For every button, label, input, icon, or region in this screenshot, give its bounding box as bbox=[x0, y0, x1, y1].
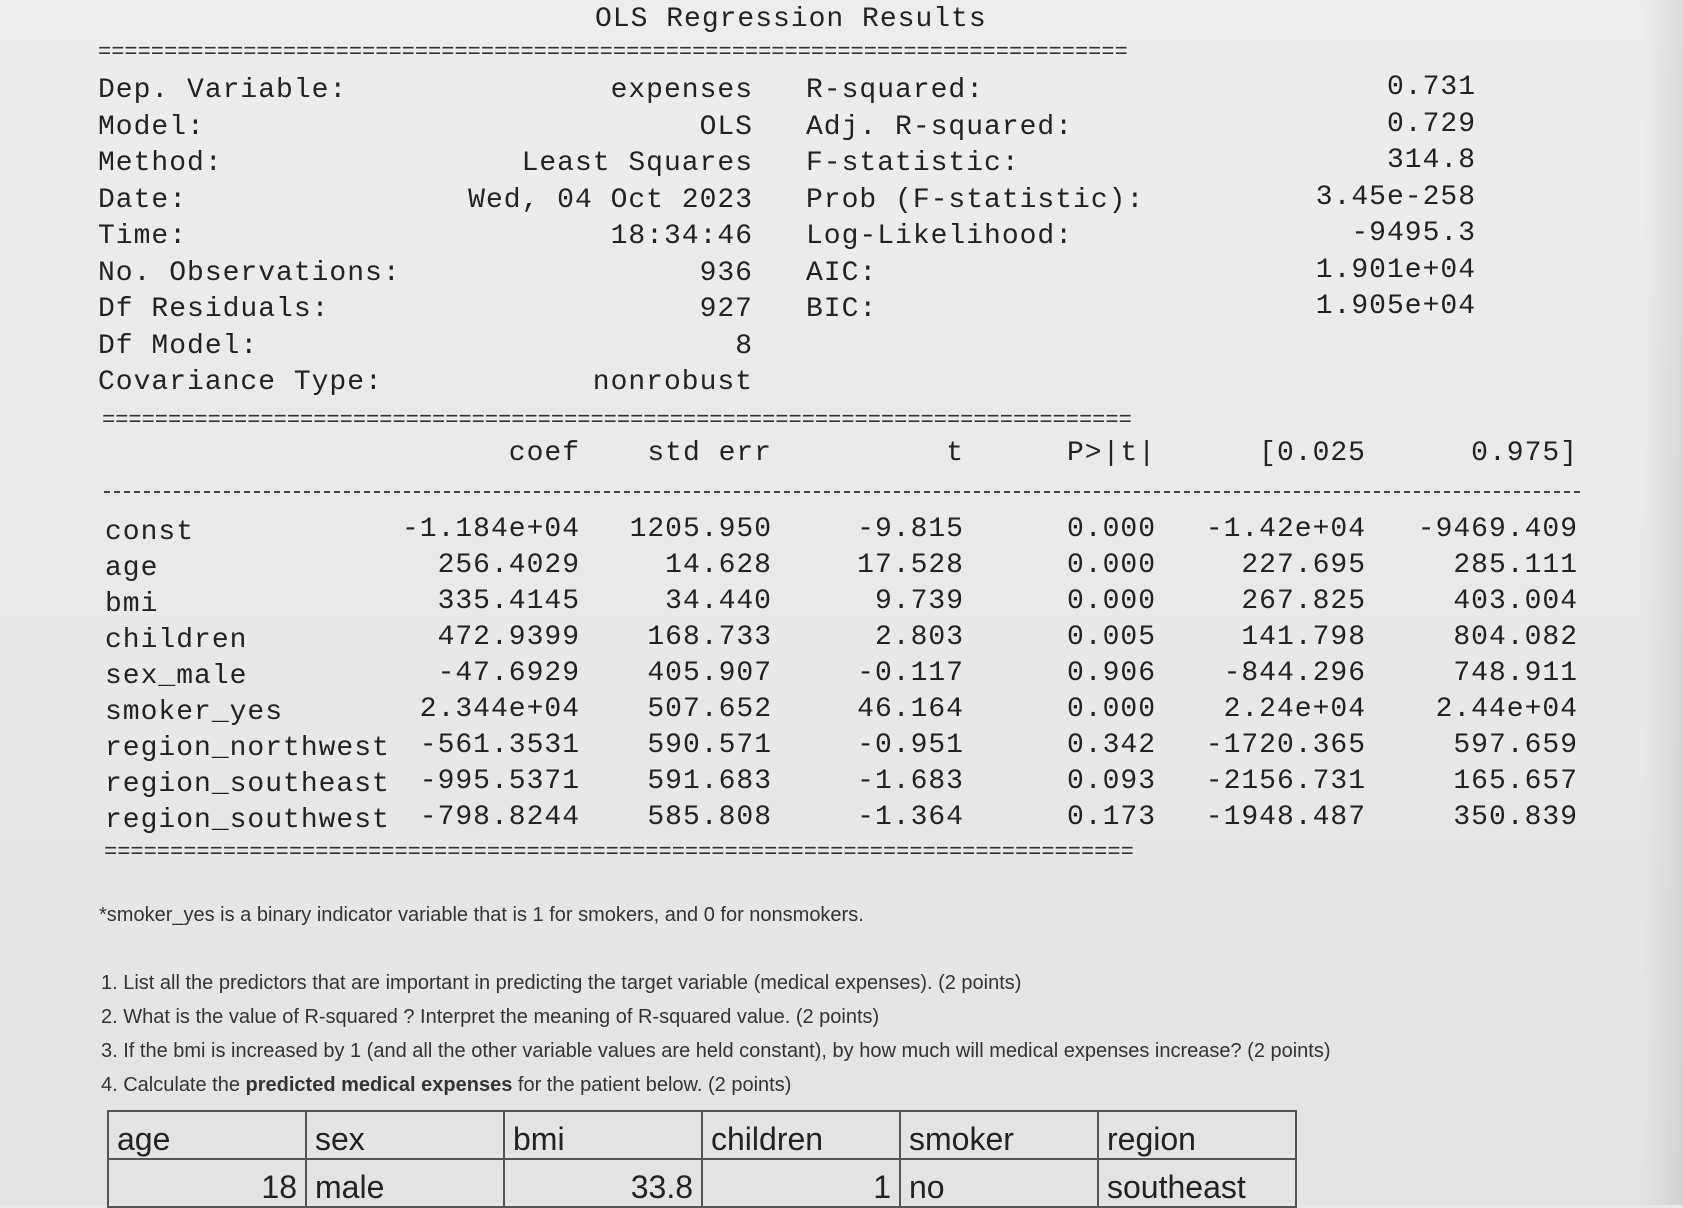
coef-header-cell: P>|t| bbox=[1066, 438, 1156, 469]
coef-cell: 0.906 bbox=[1066, 658, 1156, 689]
summary-right-label: BIC: bbox=[806, 294, 878, 325]
patient-value-row bbox=[108, 1159, 1296, 1207]
patient-header-smoker: smoker bbox=[900, 1111, 1098, 1159]
coef-cell: 0.005 bbox=[1066, 622, 1156, 653]
summary-right-label: R-squared: bbox=[806, 75, 985, 106]
coef-cell: -0.951 bbox=[857, 730, 964, 761]
coef-cell: -0.117 bbox=[857, 658, 964, 689]
coef-variable-name: const bbox=[105, 517, 195, 548]
coef-cell: 256.4029 bbox=[437, 550, 580, 581]
coef-cell: 0.173 bbox=[1066, 802, 1156, 833]
summary-right-label: AIC: bbox=[806, 258, 878, 289]
question-1: 1. List all the predictors that are important in predicting the target variable (medical expenses). (2 points) bbox=[101, 972, 1022, 994]
summary-left-label: Method: bbox=[98, 148, 223, 179]
coef-cell: -1.42e+04 bbox=[1205, 514, 1366, 545]
summary-left-value: 936 bbox=[699, 258, 753, 289]
patient-header-sex: sex bbox=[306, 1111, 504, 1159]
coef-cell: 165.657 bbox=[1453, 766, 1578, 797]
summary-right-value: 0.731 bbox=[1386, 72, 1476, 103]
coef-cell: 2.344e+04 bbox=[419, 694, 580, 725]
summary-right-value: 3.45e-258 bbox=[1315, 182, 1476, 213]
coef-variable-name: region_northwest bbox=[105, 733, 390, 764]
patient-value-bmi: 33.8 bbox=[504, 1159, 702, 1207]
summary-left-value: 8 bbox=[735, 331, 753, 362]
summary-right-label: Prob (F-statistic): bbox=[806, 185, 1145, 216]
summary-left-value: nonrobust bbox=[592, 367, 753, 398]
question-2: 2. What is the value of R-squared ? Interpret the meaning of R-squared value. (2 points) bbox=[101, 1006, 880, 1028]
summary-left-label: Model: bbox=[98, 112, 205, 143]
coef-cell: 2.24e+04 bbox=[1223, 694, 1366, 725]
coef-header-cell: coef bbox=[508, 438, 580, 469]
summary-right-value: 314.8 bbox=[1386, 145, 1476, 176]
coef-cell: 227.695 bbox=[1241, 550, 1366, 581]
patient-header-bmi: bmi bbox=[504, 1111, 702, 1159]
patient-value-smoker: no bbox=[900, 1159, 1098, 1207]
coef-cell: -1948.487 bbox=[1205, 802, 1366, 833]
coef-cell: 804.082 bbox=[1453, 622, 1578, 653]
coef-header-cell: 0.975] bbox=[1471, 438, 1578, 469]
coef-cell: 0.000 bbox=[1066, 694, 1156, 725]
coef-cell: 141.798 bbox=[1241, 622, 1366, 653]
patient-table bbox=[107, 1110, 1297, 1208]
question-4-post: for the patient below. (2 points) bbox=[512, 1074, 792, 1096]
patient-value-region: southeast bbox=[1098, 1159, 1296, 1207]
summary-left-value: 927 bbox=[699, 294, 753, 325]
coef-cell: 585.808 bbox=[647, 802, 772, 833]
coef-cell: 0.342 bbox=[1066, 730, 1156, 761]
coef-cell: -995.5371 bbox=[419, 766, 580, 797]
coef-cell: 403.004 bbox=[1453, 586, 1578, 617]
coef-cell: 0.000 bbox=[1066, 550, 1156, 581]
summary-left-label: Date: bbox=[98, 185, 188, 216]
coef-cell: -9469.409 bbox=[1417, 514, 1578, 545]
coef-cell: 34.440 bbox=[665, 586, 772, 617]
coef-cell: -1.364 bbox=[857, 802, 964, 833]
question-3: 3. If the bmi is increased by 1 (and all the other variable values are held constant), by how much will medical expenses increase? (2 points) bbox=[101, 1040, 1331, 1062]
page-shadow bbox=[1643, 0, 1683, 1205]
coef-cell: 335.4145 bbox=[437, 586, 580, 617]
summary-left-value: expenses bbox=[610, 75, 753, 106]
coef-cell: 285.111 bbox=[1453, 550, 1578, 581]
coef-header-cell: std err bbox=[647, 438, 772, 469]
coef-cell: -1720.365 bbox=[1205, 730, 1366, 761]
summary-right-value: 1.905e+04 bbox=[1315, 291, 1476, 322]
coef-header-cell: t bbox=[946, 438, 964, 469]
coef-variable-name: region_southeast bbox=[105, 769, 390, 800]
coef-cell: 267.825 bbox=[1241, 586, 1366, 617]
coef-cell: 507.652 bbox=[647, 694, 772, 725]
question-4 bbox=[101, 1074, 791, 1097]
coef-variable-name: smoker_yes bbox=[105, 697, 284, 728]
summary-right-label: Adj. R-squared: bbox=[806, 112, 1074, 143]
coef-variable-name: children bbox=[105, 625, 248, 656]
coef-cell: -798.8244 bbox=[419, 802, 580, 833]
summary-left-value: OLS bbox=[699, 112, 753, 143]
summary-left-label: Df Residuals: bbox=[98, 294, 330, 325]
coef-variable-name: age bbox=[105, 553, 159, 584]
coef-cell: 472.9399 bbox=[437, 622, 580, 653]
coef-cell: 2.803 bbox=[874, 622, 964, 653]
question-4-pre: 4. Calculate the bbox=[101, 1074, 246, 1096]
coef-cell: 597.659 bbox=[1453, 730, 1578, 761]
patient-value-age: 18 bbox=[108, 1159, 306, 1207]
coef-cell: 405.907 bbox=[647, 658, 772, 689]
patient-value-children: 1 bbox=[702, 1159, 900, 1207]
coef-cell: 0.000 bbox=[1066, 514, 1156, 545]
coef-cell: -9.815 bbox=[857, 514, 964, 545]
question-4-bold: predicted medical expenses bbox=[245, 1074, 513, 1096]
patient-header-age: age bbox=[108, 1111, 306, 1159]
coef-cell: 350.839 bbox=[1453, 802, 1578, 833]
coef-cell: 46.164 bbox=[857, 694, 964, 725]
coef-cell: 0.000 bbox=[1066, 586, 1156, 617]
summary-right-value: 0.729 bbox=[1386, 109, 1476, 140]
top-separator: ============================================================================== bbox=[98, 40, 1128, 65]
summary-left-label: Dep. Variable: bbox=[98, 75, 348, 106]
summary-right-label: Log-Likelihood: bbox=[806, 221, 1074, 252]
coef-top-separator: ============================================================================== bbox=[102, 408, 1132, 433]
patient-header-row bbox=[108, 1111, 1296, 1159]
summary-right-value: -9495.3 bbox=[1351, 218, 1476, 249]
summary-right-value: 1.901e+04 bbox=[1315, 255, 1476, 286]
coef-cell: -1.683 bbox=[857, 766, 964, 797]
patient-value-sex: male bbox=[306, 1159, 504, 1207]
coef-cell: 590.571 bbox=[647, 730, 772, 761]
summary-left-value: Wed, 04 Oct 2023 bbox=[468, 185, 753, 216]
coef-bottom-separator: ============================================================================== bbox=[104, 840, 1134, 865]
coef-cell: 0.093 bbox=[1066, 766, 1156, 797]
patient-header-region: region bbox=[1098, 1111, 1296, 1159]
coef-cell: 17.528 bbox=[857, 550, 964, 581]
summary-left-label: No. Observations: bbox=[98, 258, 401, 289]
summary-left-label: Df Model: bbox=[98, 331, 259, 362]
coef-cell: 14.628 bbox=[665, 550, 772, 581]
footnote: *smoker_yes is a binary indicator variable that is 1 for smokers, and 0 for nonsmokers. bbox=[99, 904, 864, 926]
coef-cell: 2.44e+04 bbox=[1435, 694, 1578, 725]
coef-cell: 748.911 bbox=[1453, 658, 1578, 689]
coef-variable-name: region_southwest bbox=[105, 805, 390, 836]
coef-cell: -1.184e+04 bbox=[401, 514, 580, 545]
coef-cell: 591.683 bbox=[647, 766, 772, 797]
coef-cell: -844.296 bbox=[1223, 658, 1366, 689]
patient-header-children: children bbox=[702, 1111, 900, 1159]
coef-cell: -47.6929 bbox=[437, 658, 580, 689]
coef-header-cell: [0.025 bbox=[1259, 438, 1366, 469]
summary-right-label: F-statistic: bbox=[806, 148, 1020, 179]
summary-left-value: Least Squares bbox=[521, 148, 753, 179]
summary-left-value: 18:34:46 bbox=[610, 221, 753, 252]
coef-cell: 9.739 bbox=[874, 586, 964, 617]
header-divider bbox=[104, 491, 1580, 493]
summary-left-label: Covariance Type: bbox=[98, 367, 383, 398]
coef-cell: -2156.731 bbox=[1205, 766, 1366, 797]
coef-variable-name: sex_male bbox=[105, 661, 248, 692]
coef-cell: 1205.950 bbox=[629, 514, 772, 545]
page-title: OLS Regression Results bbox=[595, 4, 987, 35]
coef-variable-name: bmi bbox=[105, 589, 159, 620]
summary-left-label: Time: bbox=[98, 221, 188, 252]
coef-cell: -561.3531 bbox=[419, 730, 580, 761]
coef-cell: 168.733 bbox=[647, 622, 772, 653]
